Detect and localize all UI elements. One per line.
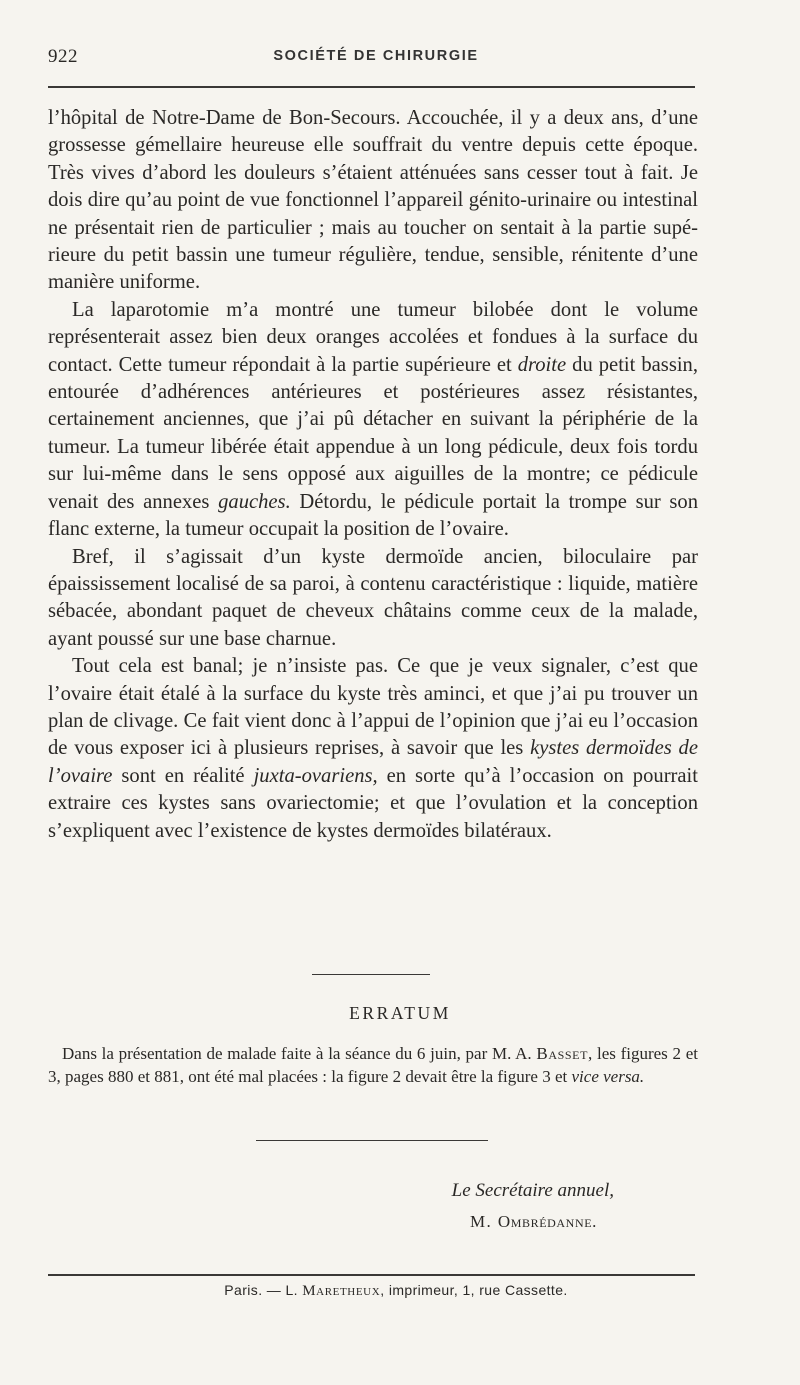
signature-initial: M. bbox=[470, 1212, 498, 1231]
footer-rule bbox=[48, 1274, 695, 1276]
signature-name bbox=[470, 1212, 597, 1232]
signature-role: Le Secrétaire annuel, bbox=[451, 1180, 614, 1201]
paragraph-1: l’hôpital de Notre-Dame de Bon-Secours. Accouchée, il y a deux ans, d’une grossesse gémellaire heureuse elle souffrait du ventre depuis cette époque. Très vives d’abord les douleurs s’étaient atténuées sans cesser tout à fait. Je dois dire qu’au point de vue fonctionnel l’appareil génito-urinaire ou intestinal ne présentait rien de particulier ; mais au toucher on sentait à la partie supérieure du petit bassin une tumeur régulière, tendue, sensible, rénitente d’une manière uniforme. bbox=[48, 107, 698, 294]
paragraph-4-text-c: en sorte qu’à l’occasion on pourrait extraire ces kystes sans ovariectomie; et que l’ovulation et la conception s’expliquent avec l’existence de kystes dermoïdes bilatéraux. bbox=[48, 764, 698, 842]
imprint-text-b: , imprimeur, 1, rue Cassette. bbox=[380, 1282, 568, 1298]
imprint-printer: Maretheux bbox=[302, 1283, 381, 1299]
page-header bbox=[48, 46, 704, 70]
paragraph-2-text-a: La laparotomie m’a montré une tumeur bilobée dont le volume représenterait assez bien deux oranges accolées et fondues à la surface du contact. Cette tumeur répondait à la partie supérieure et bbox=[48, 298, 698, 376]
running-title: SOCIÉTÉ DE CHIRURGIE bbox=[273, 48, 479, 64]
paragraph-2 bbox=[48, 297, 698, 544]
paragraph-2-italic-gauches: gauches. bbox=[218, 490, 291, 513]
header-rule bbox=[48, 86, 695, 88]
body-text bbox=[48, 105, 698, 845]
erratum-note bbox=[48, 1042, 698, 1088]
paragraph-4-italic-kystes: kystes dermoïdes de l’ovaire bbox=[48, 737, 698, 787]
imprint-text-a: Paris. — L. bbox=[224, 1282, 303, 1298]
erratum-italic: vice versa. bbox=[571, 1067, 645, 1086]
section-divider bbox=[312, 974, 430, 975]
paragraph-3: Bref, il s’agissait d’un kyste dermoïde ancien, biloculaire par épaississement localisé de sa paroi, à contenu caractéristique : liquide, matière sébacée, abondant paquet de cheveux châtains comme ceux de la malade, ayant poussé sur une base charnue. bbox=[48, 545, 698, 650]
signature-divider bbox=[256, 1140, 488, 1141]
paragraph-4-italic-juxta: juxta-ovariens, bbox=[253, 764, 378, 787]
paragraph-4-text-b: sont en réalité bbox=[112, 764, 254, 787]
paragraph-2-italic-droite: droite bbox=[517, 353, 567, 376]
page-number: 922 bbox=[48, 46, 78, 67]
erratum-paragraph bbox=[48, 1042, 698, 1088]
paragraph-2-text-b: du petit bassin, entourée d’adhérences antérieures et postérieures assez résistantes, certainement anciennes, que j’ai pû détacher en suivant la périphérie de la tumeur. La tumeur libérée était appendue à un long pédicule, deux fois tordu sur lui-même dans le sens opposé aux aiguilles de la montre; ce pédicule venait des annexes bbox=[48, 353, 698, 513]
erratum-author: Basset bbox=[536, 1044, 589, 1063]
erratum-title: ERRATUM bbox=[349, 1003, 451, 1023]
signature-surname: Ombrédanne. bbox=[497, 1212, 597, 1231]
paragraph-4-text-a: Tout cela est banal; je n’insiste pas. Ce que je veux signaler, c’est que l’ovaire était étalé à la surface du kyste très aminci, et que j’ai pu trouver un plan de clivage. Ce fait vient donc à l’appui de l’opinion que j’ai eu l’occasion de vous exposer ici à plusieurs reprises, à savoir que les bbox=[48, 655, 698, 760]
paragraph-2-text-c: Détordu, le pédicule portait la trompe sur son flanc externe, la tumeur occupait la position de l’ovaire. bbox=[48, 490, 699, 541]
erratum-text-a: Dans la présentation de malade faite à la séance du 6 juin, par M. A. bbox=[62, 1044, 537, 1063]
paragraph-4 bbox=[48, 653, 698, 845]
erratum-text-b: , les figures 2 et 3, pages 880 et 881, ont été mal placées : la figure 2 devait être la figure 3 et bbox=[48, 1044, 699, 1086]
imprint bbox=[0, 1282, 792, 1300]
